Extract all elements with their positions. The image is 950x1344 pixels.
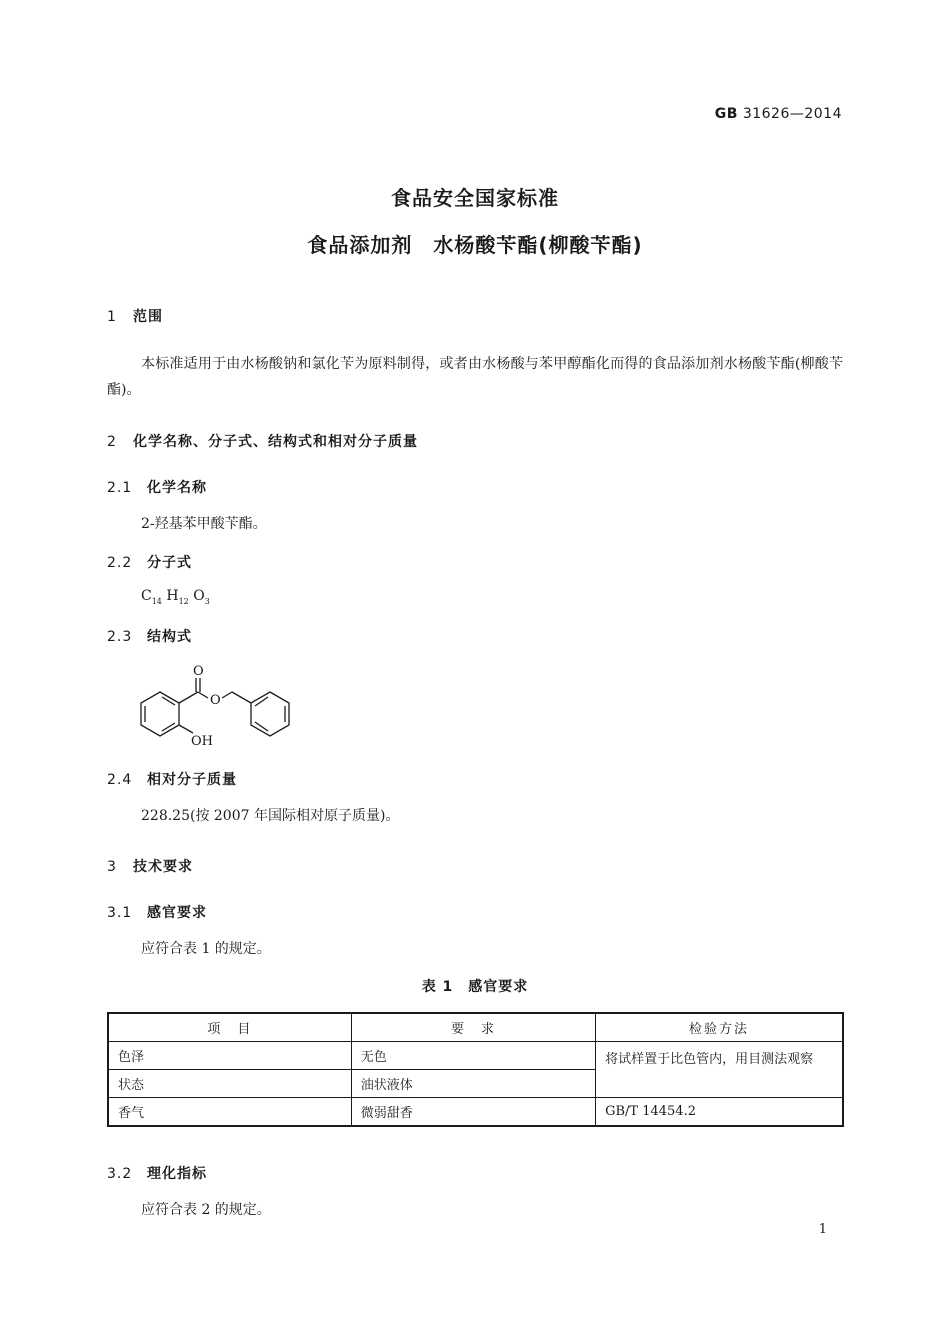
- section-number: 3: [107, 859, 117, 875]
- section-3-1-text: 应符合表 1 的规定。: [141, 941, 271, 957]
- table-row: [108, 1042, 843, 1070]
- section-title: 感官要求: [147, 905, 207, 921]
- section-title: 分子式: [147, 555, 192, 571]
- element-h: H: [166, 588, 179, 604]
- hydroxyl-label: OH: [191, 734, 213, 749]
- document-title-line1: 食品安全国家标准: [391, 186, 559, 210]
- section-2-2-heading: [107, 552, 192, 572]
- standard-code: [715, 106, 842, 122]
- table-header-cell: 检验方法: [596, 1013, 843, 1042]
- section-2-1-heading: [107, 477, 207, 497]
- table-cell-method: GB/T 14454.2: [596, 1098, 843, 1127]
- section-title: 化学名称: [147, 480, 207, 496]
- structural-formula: [133, 660, 303, 752]
- carbonyl-oxygen-label: O: [193, 664, 204, 679]
- section-2-heading: [107, 431, 418, 451]
- section-number: 2.4: [107, 772, 133, 788]
- table-header-cell: 要 求: [351, 1013, 595, 1042]
- standard-code-prefix: GB: [714, 106, 738, 122]
- section-title: 范围: [133, 309, 163, 325]
- table-1-caption: 表 1 感官要求: [421, 979, 529, 995]
- ester-oxygen-label: O: [210, 693, 221, 708]
- section-3-heading: [107, 856, 193, 876]
- document-title-line2: 食品添加剂 水杨酸苄酯(柳酸苄酯): [307, 233, 643, 257]
- section-number: 2.2: [107, 555, 133, 571]
- section-1-text: 本标准适用于由水杨酸钠和氯化苄为原料制得，或者由水杨酸与苯甲醇酯化而得的食品添加剂水杨酸苄酯(柳酸苄酯)。: [107, 356, 843, 398]
- table-header-row: [108, 1013, 843, 1042]
- section-2-4-heading: [107, 769, 237, 789]
- molecular-formula: [141, 588, 210, 606]
- section-1-heading: [107, 306, 163, 326]
- table-cell-method: 将试样置于比色管内，用目测法观察: [596, 1042, 843, 1098]
- table-row: [108, 1098, 843, 1127]
- table-cell-item: 状态: [108, 1070, 351, 1098]
- element-o-count: 3: [204, 596, 210, 606]
- benzene-ring-right: [251, 692, 289, 736]
- table-1-sensory-requirements: [107, 1012, 844, 1127]
- chemical-name: 2-羟基苯甲酸苄酯。: [141, 516, 267, 532]
- element-h-count: 12: [178, 596, 189, 606]
- page-number: 1: [818, 1222, 827, 1237]
- element-o: O: [193, 588, 205, 604]
- section-3-2-text: 应符合表 2 的规定。: [141, 1202, 271, 1218]
- table-header-cell: 项 目: [108, 1013, 351, 1042]
- section-number: 2.3: [107, 629, 133, 645]
- section-number: 3.1: [107, 905, 133, 921]
- table-cell-requirement: 油状液体: [351, 1070, 595, 1098]
- standard-code-number: 31626—2014: [742, 106, 842, 122]
- section-title: 相对分子质量: [147, 772, 237, 788]
- section-number: 2.1: [107, 480, 133, 496]
- molecular-weight: 228.25(按 2007 年国际相对原子质量)。: [141, 808, 400, 824]
- element-c: C: [141, 588, 152, 604]
- element-c-count: 14: [151, 596, 162, 606]
- section-3-1-heading: [107, 902, 207, 922]
- table-cell-item: 色泽: [108, 1042, 351, 1070]
- table-cell-item: 香气: [108, 1098, 351, 1127]
- section-number: 1: [107, 309, 117, 325]
- section-number: 2: [107, 434, 117, 450]
- section-number: 3.2: [107, 1166, 133, 1182]
- table-cell-requirement: 无色: [351, 1042, 595, 1070]
- table-cell-requirement: 微弱甜香: [351, 1098, 595, 1127]
- section-2-3-heading: [107, 626, 192, 646]
- section-title: 结构式: [147, 629, 192, 645]
- section-title: 理化指标: [147, 1166, 207, 1182]
- section-3-2-heading: [107, 1163, 207, 1183]
- section-title: 化学名称、分子式、结构式和相对分子质量: [133, 434, 418, 450]
- benzene-ring-left: [141, 692, 179, 736]
- section-title: 技术要求: [133, 859, 193, 875]
